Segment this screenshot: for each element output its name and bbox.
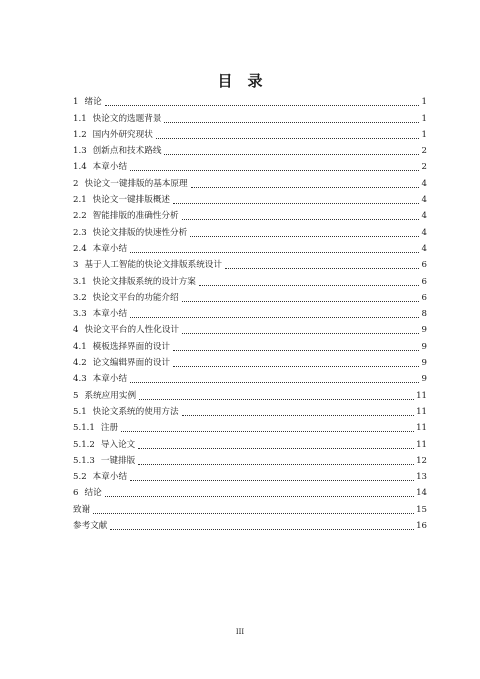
toc-entry-label: [73, 456, 136, 467]
dot-leader: [130, 251, 419, 253]
toc-entry-text: 基于人工智能的快论文排版系统设计: [84, 260, 222, 271]
dot-leader: [173, 365, 419, 367]
toc-entry[interactable]: [73, 108, 427, 124]
toc-entry-page: 9: [421, 325, 427, 336]
toc-entry-number: 3: [73, 260, 79, 271]
dot-leader: [182, 218, 419, 220]
toc-entry-label: [73, 195, 171, 206]
toc-entry-text: 快论文平台的功能介绍: [92, 292, 179, 303]
toc-entry[interactable]: [73, 288, 427, 304]
toc-entry-label: [73, 440, 136, 451]
toc-entry[interactable]: [73, 222, 427, 238]
toc-entry-page: 9: [421, 358, 427, 369]
dot-leader: [182, 300, 419, 302]
toc-entry-label: [73, 521, 108, 532]
toc-entry-page: 11: [416, 390, 427, 401]
toc-entry[interactable]: [73, 141, 427, 157]
toc-entry-label: [73, 162, 128, 173]
toc-entry-label: [73, 309, 128, 320]
toc-entry[interactable]: [73, 369, 427, 385]
toc-entry-number: 4.1: [73, 341, 87, 352]
toc-entry-page: 9: [421, 341, 427, 352]
dot-leader: [225, 267, 419, 269]
toc-entry-number: 3.1: [73, 276, 87, 287]
toc-entry-number: 2.1: [73, 195, 87, 206]
toc-entry-label: [73, 407, 180, 418]
toc-entry-label: [73, 325, 180, 336]
dot-leader: [156, 137, 419, 139]
toc-entry-number: 3.3: [73, 309, 87, 320]
toc-entry-text: 快论文排版的快速性分析: [92, 227, 188, 238]
toc-entry-label: [73, 179, 189, 190]
toc-entry-text: 本章小结: [92, 243, 128, 254]
toc-entry-label: [73, 244, 128, 255]
toc-entry[interactable]: [73, 239, 427, 255]
toc-entry-page: 6: [421, 276, 427, 287]
toc-entry-page: 11: [416, 423, 427, 434]
dot-leader: [138, 447, 414, 449]
toc-entry-text: 本章小结: [92, 374, 128, 385]
toc-entry[interactable]: [73, 353, 427, 369]
toc-entry-number: 4.2: [73, 358, 87, 369]
toc-entry-text: 结论: [84, 488, 102, 499]
toc-entry[interactable]: [73, 451, 427, 467]
toc-entry-label: [73, 228, 188, 239]
toc-entry[interactable]: [73, 402, 427, 418]
toc-entry-page: 1: [421, 113, 427, 124]
toc-entry[interactable]: [73, 173, 427, 189]
toc-entry-page: 9: [421, 374, 427, 385]
toc-entry-number: 4.3: [73, 374, 87, 385]
toc-entry-label: [73, 277, 197, 288]
dot-leader: [121, 430, 414, 432]
toc-entry[interactable]: [73, 499, 427, 515]
toc-entry-page: 13: [416, 472, 427, 483]
toc-entry-page: 4: [421, 211, 427, 222]
toc-entry-label: [73, 293, 180, 304]
toc-entry-text: 快论文的选题背景: [92, 113, 162, 124]
dot-leader: [105, 495, 414, 497]
toc-entry-text: 快论文一键排版的基本原理: [84, 178, 188, 189]
toc-entry[interactable]: [73, 467, 427, 483]
toc-entry-text: 本章小结: [92, 162, 128, 173]
dot-leader: [191, 186, 419, 188]
toc-entry-number: 5.1.3: [73, 455, 95, 466]
toc-entry[interactable]: [73, 385, 427, 401]
toc-entry-page: 6: [421, 260, 427, 271]
toc-entry-label: [73, 342, 171, 353]
toc-entry-number: 5: [73, 390, 79, 401]
toc-entry-text: 快论文系统的使用方法: [92, 406, 179, 417]
toc-entry[interactable]: [73, 516, 427, 532]
toc-entry-page: 16: [416, 521, 427, 532]
toc-entry-text: 模板选择界面的设计: [92, 341, 171, 352]
toc-entry-text: 注册: [100, 423, 119, 434]
toc-entry-number: 1.2: [73, 129, 87, 140]
dot-leader: [130, 316, 419, 318]
table-of-contents: [73, 92, 427, 532]
toc-entry-number: 2.4: [73, 243, 87, 254]
toc-title: 目 录: [217, 72, 263, 90]
toc-entry-text: 国内外研究现状: [92, 129, 153, 140]
toc-entry-text: 智能排版的准确性分析: [92, 211, 179, 222]
toc-entry[interactable]: [73, 206, 427, 222]
toc-entry-number: 5.1: [73, 406, 87, 417]
toc-entry[interactable]: [73, 304, 427, 320]
toc-entry[interactable]: [73, 255, 427, 271]
toc-entry-page: 8: [421, 309, 427, 320]
toc-entry-page: 6: [421, 292, 427, 303]
toc-entry-page: 1: [421, 97, 427, 108]
dot-leader: [130, 169, 419, 171]
toc-entry-label: [73, 423, 119, 434]
toc-entry-number: 1.3: [73, 146, 87, 157]
toc-entry[interactable]: [73, 190, 427, 206]
toc-entry-number: 1: [73, 97, 79, 108]
dot-leader: [182, 332, 419, 334]
toc-entry-page: 4: [421, 195, 427, 206]
toc-entry-page: 2: [421, 162, 427, 173]
toc-entry-page: 11: [416, 439, 427, 450]
toc-entry-text: 本章小结: [92, 309, 128, 320]
toc-entry-label: [73, 472, 128, 483]
dot-leader: [93, 512, 414, 514]
toc-entry-page: 12: [416, 455, 427, 466]
toc-entry-page: 1: [421, 129, 427, 140]
toc-entry-number: 3.2: [73, 292, 87, 303]
dot-leader: [138, 463, 414, 465]
dot-leader: [130, 381, 419, 383]
toc-entry-text: 致谢: [73, 504, 91, 515]
toc-entry[interactable]: [73, 320, 427, 336]
toc-entry-number: 1.1: [73, 113, 87, 124]
toc-entry-text: 快论文平台的人性化设计: [84, 325, 180, 336]
dot-leader: [190, 235, 419, 237]
toc-entry-label: [73, 211, 180, 222]
dot-leader: [130, 479, 414, 481]
toc-entry-page: 14: [416, 488, 427, 499]
toc-entry[interactable]: [73, 92, 427, 108]
toc-entry-page: 4: [421, 243, 427, 254]
toc-entry-label: [73, 358, 171, 369]
toc-entry-text: 导入论文: [100, 439, 136, 450]
toc-entry[interactable]: [73, 336, 427, 352]
toc-entry-page: 11: [416, 406, 427, 417]
toc-entry[interactable]: [73, 434, 427, 450]
toc-entry[interactable]: [73, 125, 427, 141]
dot-leader: [173, 349, 419, 351]
toc-entry-label: [73, 374, 128, 385]
dot-leader: [105, 104, 419, 106]
toc-entry-label: [73, 260, 223, 271]
dot-leader: [139, 398, 414, 400]
toc-entry-text: 本章小结: [92, 472, 128, 483]
toc-entry[interactable]: [73, 271, 427, 287]
page-number: III: [235, 628, 245, 636]
dot-leader: [164, 153, 419, 155]
toc-entry-page: 4: [421, 227, 427, 238]
toc-entry-text: 系统应用实例: [84, 390, 137, 401]
toc-entry[interactable]: [73, 418, 427, 434]
toc-entry-page: 4: [421, 178, 427, 189]
toc-entry-page: 2: [421, 146, 427, 157]
toc-entry-number: 5.1.1: [73, 423, 95, 434]
toc-entry-label: [73, 505, 91, 516]
toc-entry-label: [73, 391, 137, 402]
toc-entry-number: 2.2: [73, 211, 87, 222]
toc-entry-text: 绪论: [84, 97, 102, 108]
toc-entry-text: 创新点和技术路线: [92, 146, 162, 157]
toc-entry-label: [73, 130, 154, 141]
toc-entry-number: 2: [73, 178, 79, 189]
dot-leader: [182, 414, 414, 416]
dot-leader: [110, 528, 414, 530]
toc-entry-number: 6: [73, 488, 79, 499]
toc-entry-label: [73, 488, 103, 499]
toc-entry-label: [73, 146, 162, 157]
dot-leader: [173, 202, 419, 204]
toc-entry-page: 15: [416, 504, 427, 515]
toc-entry-text: 论文编辑界面的设计: [92, 358, 171, 369]
dot-leader: [164, 121, 419, 123]
toc-entry-number: 1.4: [73, 162, 87, 173]
toc-entry-text: 快论文排版系统的设计方案: [92, 276, 196, 287]
toc-entry-text: 快论文一键排版概述: [92, 195, 171, 206]
toc-entry-label: [73, 114, 162, 125]
toc-entry-number: 2.3: [73, 227, 87, 238]
toc-entry-text: 一键排版: [100, 455, 136, 466]
toc-entry-label: [73, 97, 103, 108]
toc-entry-number: 4: [73, 325, 79, 336]
toc-entry[interactable]: [73, 483, 427, 499]
toc-entry-number: 5.2: [73, 472, 87, 483]
dot-leader: [199, 284, 419, 286]
toc-entry[interactable]: [73, 157, 427, 173]
toc-entry-text: 参考文献: [73, 521, 108, 532]
toc-entry-number: 5.1.2: [73, 439, 95, 450]
